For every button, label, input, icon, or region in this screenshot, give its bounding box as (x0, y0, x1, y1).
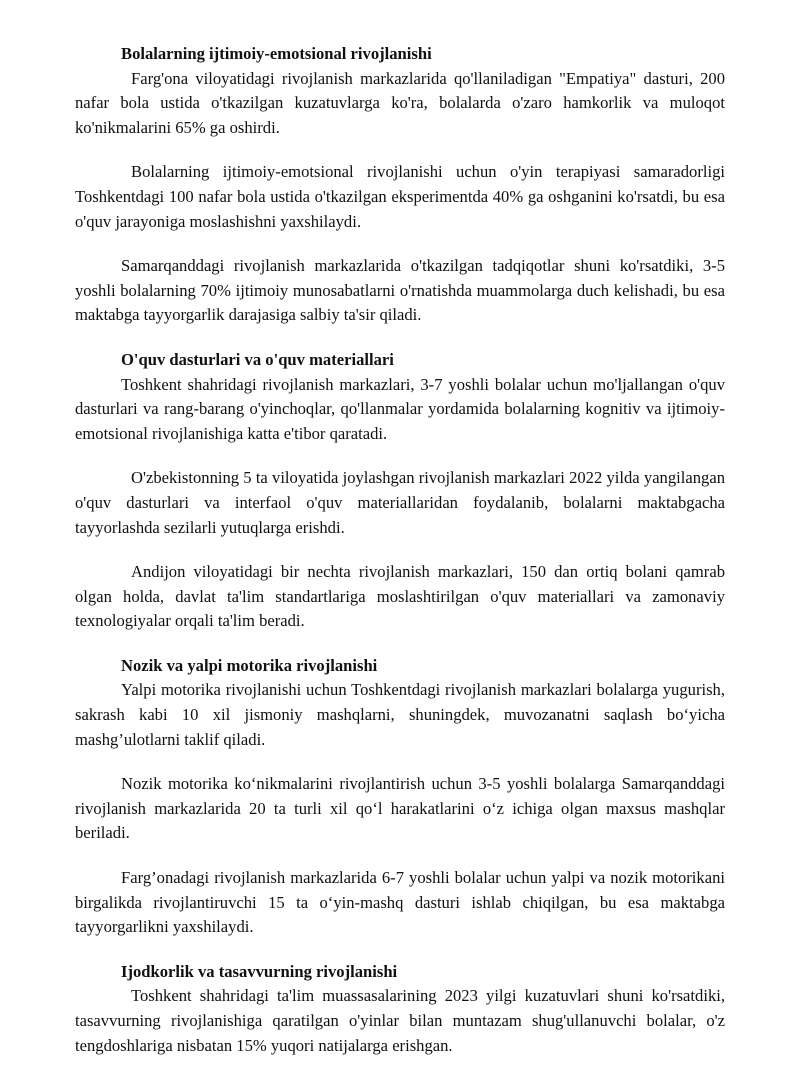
paragraph: Nozik motorika ko‘nikmalarini rivojlantirish uchun 3-5 yoshli bolalarga Samarqanddagi rivojlanish markazlarida 20 ta turli xil qo‘l harakatlarini o‘z ichiga olgan maxsus mashqlar beriladi. (75, 774, 725, 843)
section-heading: O'quv dasturlari va o'quv materiallari (121, 349, 394, 369)
paragraph: Samarqanddagi rivojlanish markazlarida o'tkazilgan tadqiqotlar shuni ko'rsatdiki, 3-5 yoshli bolalarning 70% ijtimoiy munosabatlarni o'rnatishda muammolarga duch kelishadi, bu esa maktabga tayyorgarlik darajasiga salbiy ta'sir qiladi. (75, 256, 725, 325)
section-heading: Bolalarning ijtimoiy-emotsional rivojlanishi (121, 44, 432, 63)
section-social-emotional (75, 42, 725, 328)
paragraph: Farg’onadagi rivojlanish markazlarida 6-7 yoshli bolalar uchun yalpi va nozik motorikani birgalikda rivojlantiruvchi 15 ta o‘yin-mashq dasturi ishlab chiqilgan, bu esa maktabga tayyorgarlikni yaxshilaydi. (75, 868, 725, 937)
section-heading: Ijodkorlik va tasavvurning rivojlanishi (121, 961, 398, 981)
paragraph: O'zbekistonning 5 ta viloyatida joylashgan rivojlanish markazlari 2022 yilda yangilangan o'quv dasturlari va interfaol o'quv materiallaridan foydalanib, bolalarni maktabgacha tayyorlashda sezilarli yutuqlarga erishdi. (75, 468, 725, 537)
paragraph: Toshkent shahridagi ta'lim muassasalarining 2023 yilgi kuzatuvlari shuni ko'rsatdiki, tasavvurning rivojlanishiga qaratilgan o'yinlar bilan muntazam shug'ullanuvchi bolalar, o'z tengdoshlariga nisbatan 15% yuqori natijalarga erishgan. (75, 986, 725, 1055)
paragraph: Andijon viloyatidagi bir nechta rivojlanish markazlari, 150 dan ortiq bolani qamrab olgan holda, davlat ta'lim standartlariga moslashtirilgan o'quv materiallari va zamonaviy texnologiyalar orqali ta'lim beradi. (75, 562, 725, 631)
section-curriculum-materials (75, 348, 725, 634)
document-page (75, 42, 725, 1070)
section-motor-skills (75, 654, 725, 940)
paragraph: Farg'ona viloyatidagi rivojlanish markazlarida qo'llaniladigan "Empatiya" dasturi, 200 nafar bola ustida o'tkazilgan kuzatuvlarga ko'ra, bolalarda o'zaro hamkorlik va muloqot ko'nikmalarini 65% ga oshirdi. (75, 68, 725, 137)
paragraph: Yalpi motorika rivojlanishi uchun Toshkentdagi rivojlanish markazlari bolalarga yugurish, sakrash kabi 10 xil jismoniy mashqlarni, shuningdek, muvozanatni saqlash bo‘yicha mashg’ulotlarni taklif qiladi. (75, 680, 725, 749)
paragraph: Toshkent shahridagi rivojlanish markazlari, 3-7 yoshli bolalar uchun mo'ljallangan o'quv dasturlari va rang-barang o'yinchoqlar, qo'llanmalar yordamida bolalarning kognitiv va ijtimoiy-emotsional rivojlanishiga katta e'tibor qaratadi. (75, 374, 725, 443)
section-creativity-imagination (75, 960, 725, 1058)
section-heading: Nozik va yalpi motorika rivojlanishi (121, 655, 378, 675)
paragraph: Bolalarning ijtimoiy-emotsional rivojlanishi uchun o'yin terapiyasi samaradorligi Toshkentdagi 100 nafar bola ustida o'tkazilgan eksperimentda 40% ga oshganini ko'rsatdi, bu esa o'quv jarayoniga moslashishni yaxshilaydi. (75, 162, 725, 231)
